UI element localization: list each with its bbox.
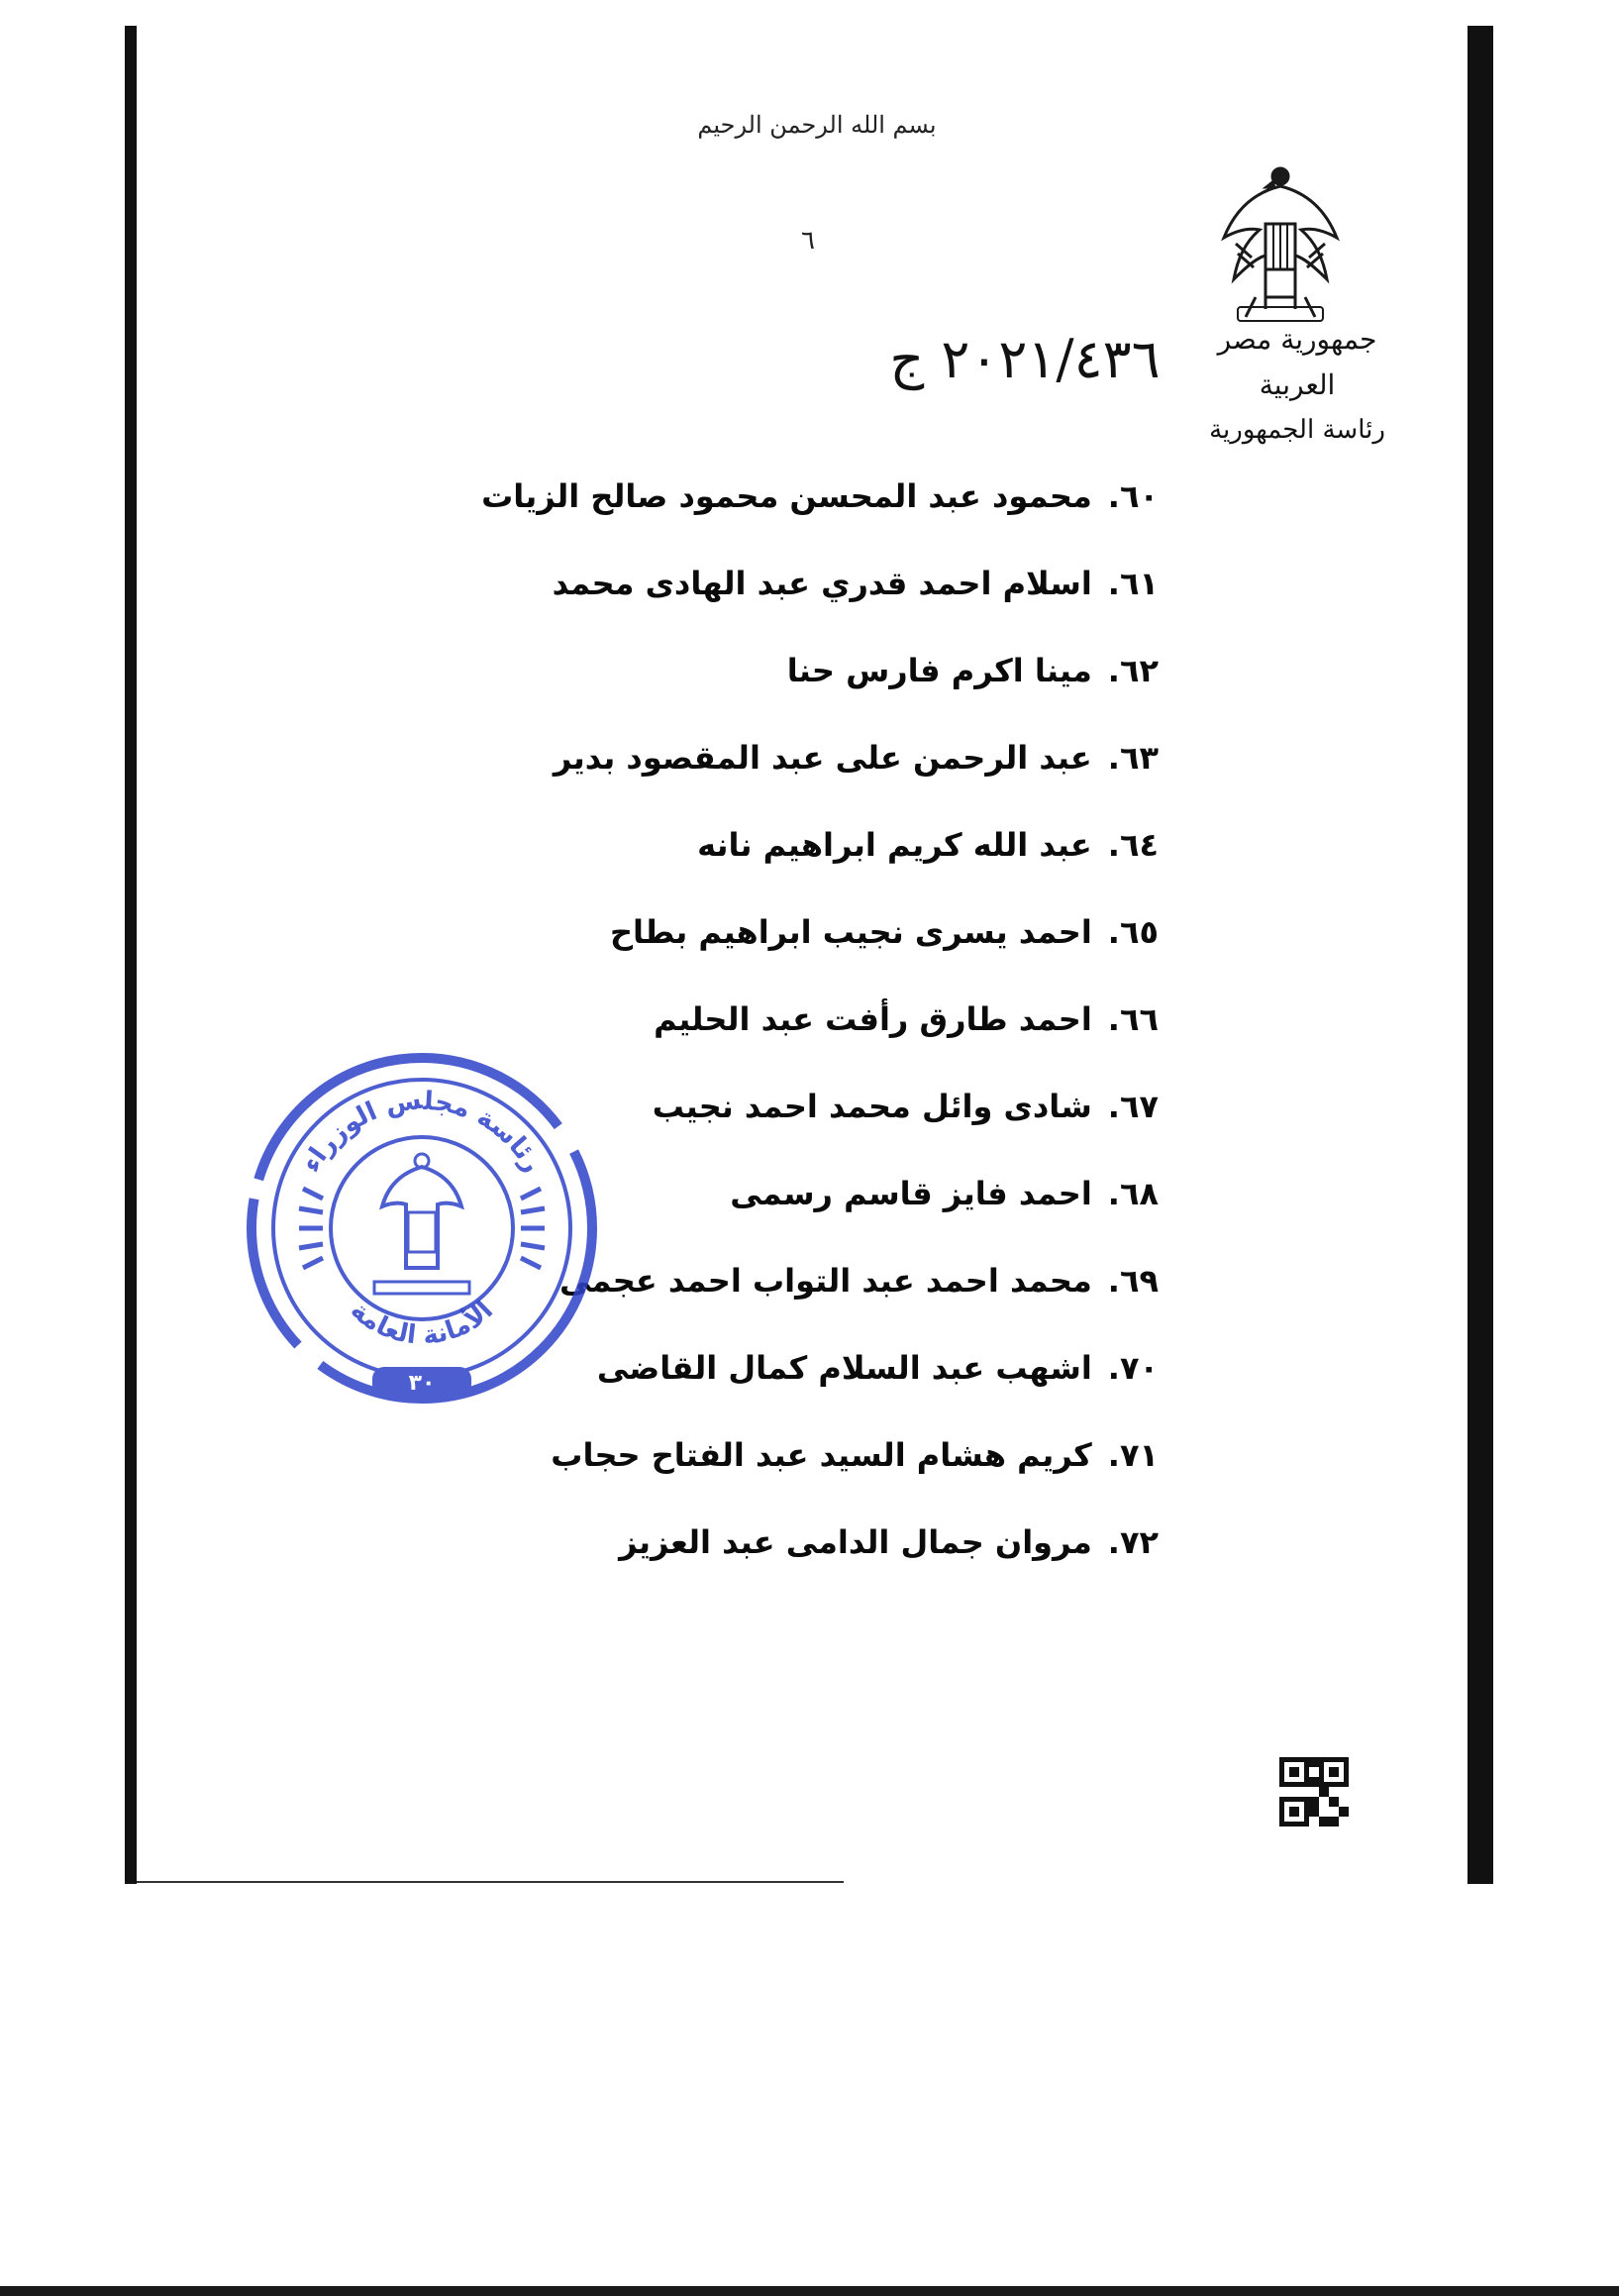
letterhead-office: رئاسة الجمهورية — [1209, 415, 1385, 445]
bottom-border-rule — [137, 1881, 844, 1883]
list-item — [297, 727, 1159, 814]
list-item — [297, 814, 1159, 901]
stamp-number: ٣٠ — [408, 1371, 436, 1396]
list-item-name: كريم هشام السيد عبد الفتاح حجاب — [551, 1436, 1092, 1474]
list-item — [297, 1424, 1159, 1512]
names-list — [297, 466, 1159, 1599]
letterhead-country: جمهورية مصر العربية — [1217, 323, 1377, 401]
list-item-number: ٦٥. — [1107, 913, 1159, 951]
list-item-name: محمود عبد المحسن محمود صالح الزيات — [481, 477, 1092, 515]
list-item-name: احمد يسرى نجيب ابراهيم بطاح — [609, 913, 1092, 951]
list-item-number: ٧٠. — [1107, 1349, 1159, 1387]
list-item — [297, 901, 1159, 989]
list-item-number: ٧٢. — [1107, 1523, 1159, 1561]
basmala-heading: بسم الله الرحمن الرحيم — [697, 111, 937, 139]
list-item-name: شادى وائل محمد احمد نجيب — [652, 1088, 1092, 1125]
list-item-number: ٦٤. — [1107, 826, 1159, 864]
list-item-number: ٦٣. — [1107, 739, 1159, 777]
stamp-bottom-text: الأمانة العامة — [344, 1295, 500, 1351]
official-stamp — [234, 1040, 610, 1416]
list-item-name: احمد فايز قاسم رسمى — [730, 1175, 1092, 1212]
eagle-emblem-icon — [1216, 158, 1345, 327]
left-border-rule — [125, 26, 137, 1884]
reference-number: ٢٠٢١/٤٣٦ ج — [889, 328, 1161, 390]
list-item-name: اشهب عبد السلام كمال القاضى — [596, 1349, 1092, 1387]
letterhead-text — [1198, 317, 1396, 452]
svg-text:الأمانة العامة — [345, 1296, 499, 1351]
list-item-number: ٦٢. — [1107, 652, 1159, 689]
list-item-number: ٦٨. — [1107, 1175, 1159, 1212]
list-item-number: ٦٠. — [1107, 477, 1159, 515]
list-item-number: ٦١. — [1107, 565, 1159, 602]
list-item — [297, 640, 1159, 727]
list-item-number: ٦٧. — [1107, 1088, 1159, 1125]
list-item-number: ٦٦. — [1107, 1000, 1159, 1038]
page-number: ٦ — [801, 226, 815, 256]
svg-text:رئاسة مجلس الوزراء — [296, 1086, 548, 1178]
list-item-number: ٦٩. — [1107, 1262, 1159, 1300]
list-item-name: محمد احمد عبد التواب احمد عجمى — [558, 1262, 1092, 1300]
list-item — [297, 1512, 1159, 1599]
qr-code-icon — [1279, 1757, 1349, 1826]
list-item-name: عبد الرحمن على عبد المقصود بدير — [553, 739, 1092, 777]
list-item-name: عبد الله كريم ابراهيم نانه — [697, 826, 1092, 864]
list-item-name: احمد طارق رأفت عبد الحليم — [654, 1000, 1092, 1038]
list-item-number: ٧١. — [1107, 1436, 1159, 1474]
right-border-rule — [1467, 26, 1493, 1884]
list-item — [297, 466, 1159, 553]
stamp-top-text: رئاسة مجلس الوزراء — [296, 1085, 548, 1178]
scan-edge — [0, 2286, 1619, 2296]
list-item-name: مروان جمال الدامى عبد العزيز — [619, 1523, 1092, 1561]
list-item-name: مينا اكرم فارس حنا — [786, 652, 1092, 689]
list-item — [297, 553, 1159, 640]
list-item-name: اسلام احمد قدري عبد الهادى محمد — [552, 565, 1092, 602]
